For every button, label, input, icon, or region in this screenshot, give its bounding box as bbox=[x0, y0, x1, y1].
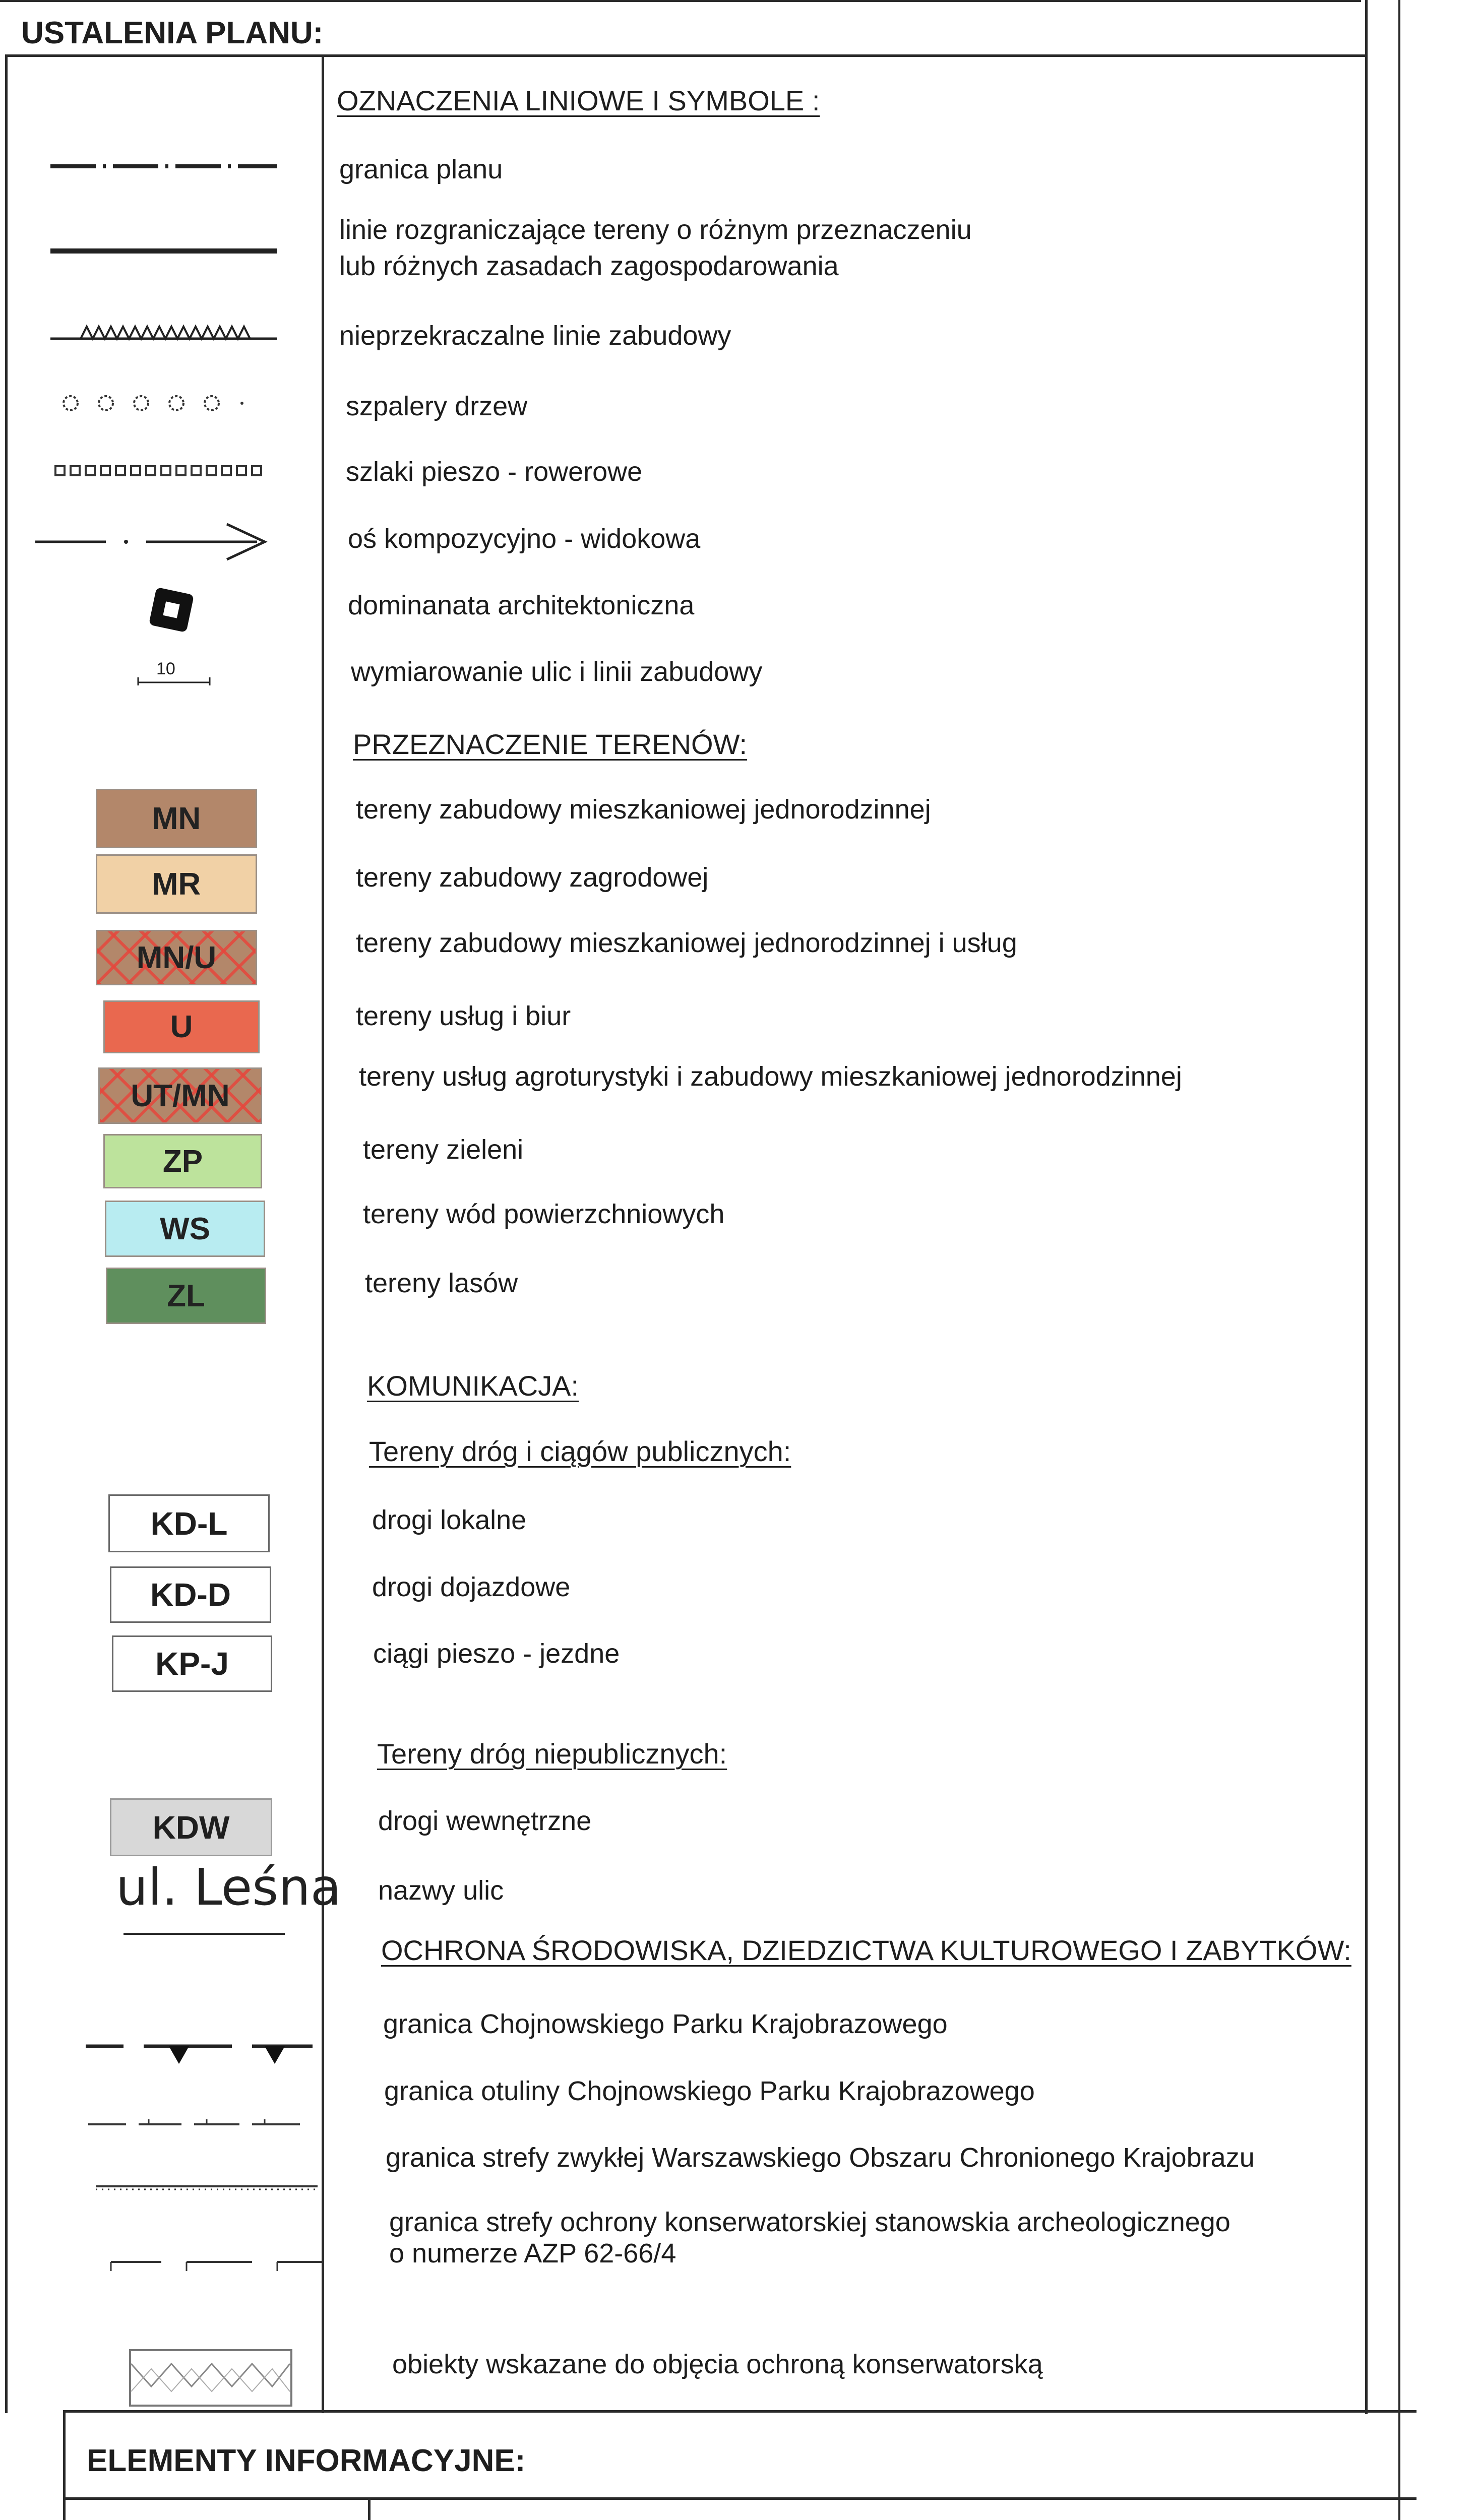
dimension-symbol-value: 10 bbox=[156, 659, 175, 678]
legend-label-ws: tereny wód powierzchniowych bbox=[363, 1199, 725, 1229]
linear-symbols-header: OZNACZENIA LINIOWE I SYMBOLE : bbox=[337, 85, 820, 116]
legend-label-plan-boundary: granica planu bbox=[339, 154, 503, 184]
legend-label-tree-row: szpalery drzew bbox=[346, 391, 528, 421]
zone-swatch-ut-mn: UT/MN bbox=[98, 1067, 262, 1124]
frame-outer-right-line bbox=[1398, 0, 1400, 2520]
road-code-kd-l: KD-L bbox=[108, 1494, 270, 1552]
park-buffer-boundary-symbol bbox=[88, 2114, 315, 2129]
frame-right-border bbox=[1365, 0, 1368, 2414]
conservation-objects-symbol bbox=[129, 2349, 295, 2409]
frame-header-divider bbox=[5, 54, 1366, 57]
communication-header: KOMUNIKACJA: bbox=[367, 1370, 579, 1402]
frame-top-line bbox=[0, 0, 1361, 2]
legend-label-u: tereny usług i biur bbox=[356, 1001, 571, 1031]
legend-label-demarcation-1: linie rozgraniczające tereny o różnym przeznaczeniu bbox=[339, 215, 972, 245]
public-roads-header: Tereny dróg i ciągów publicznych: bbox=[369, 1435, 791, 1467]
zone-swatch-mn-u: MN/U bbox=[96, 930, 257, 985]
legend-label-dimension: wymiarowanie ulic i linii zabudowy bbox=[351, 657, 763, 687]
landscape-park-boundary-symbol bbox=[86, 2036, 318, 2066]
info-section-title: ELEMENTY INFORMACYJNE: bbox=[87, 2443, 526, 2478]
view-axis-arrow-symbol bbox=[35, 519, 272, 564]
legend-label-dominant: dominanata architektoniczna bbox=[348, 590, 695, 620]
building-line-symbol bbox=[50, 323, 277, 343]
zone-swatch-zp: ZP bbox=[103, 1134, 262, 1188]
legend-label-street-names: nazwy ulic bbox=[378, 1875, 504, 1906]
legend-label-mr: tereny zabudowy zagrodowej bbox=[356, 862, 709, 893]
legend-label-kp-j: ciągi pieszo - jezdne bbox=[373, 1639, 620, 1669]
zoning-header: PRZEZNACZENIE TERENÓW: bbox=[353, 728, 748, 760]
demarcation-line-symbol bbox=[50, 246, 277, 256]
road-code-kp-j: KP-J bbox=[112, 1635, 272, 1692]
archaeological-zone-symbol bbox=[101, 2258, 333, 2278]
legend-label-protected-landscape: granica strefy zwykłej Warszawskiego Obszaru Chronionego Krajobrazu bbox=[386, 2143, 1255, 2173]
legend-label-zl: tereny lasów bbox=[365, 1268, 518, 1298]
private-roads-header: Tereny dróg niepublicznych: bbox=[377, 1738, 727, 1770]
legend-label-kd-l: drogi lokalne bbox=[372, 1505, 527, 1535]
frame-info-header-divider bbox=[63, 2497, 1417, 2500]
protected-landscape-zone-symbol bbox=[96, 2182, 318, 2192]
legend-label-archaeological-2: o numerze AZP 62-66/4 bbox=[389, 2238, 676, 2269]
bike-path-symbol bbox=[40, 464, 282, 479]
legend-label-demarcation-2: lub różnych zasadach zagospodarowania bbox=[339, 251, 839, 281]
road-code-kdw: KDW bbox=[110, 1798, 272, 1856]
legend-label-park-buffer: granica otuliny Chojnowskiego Parku Krajobrazowego bbox=[384, 2076, 1035, 2106]
plan-boundary-symbol bbox=[50, 161, 277, 171]
zone-swatch-zl: ZL bbox=[106, 1268, 266, 1324]
legend-label-conservation-objects: obiekty wskazane do objęcia ochroną konserwatorską bbox=[392, 2349, 1043, 2379]
zone-swatch-mr: MR bbox=[96, 854, 257, 914]
tree-row-symbol bbox=[60, 393, 272, 413]
frame-info-left-border bbox=[63, 2410, 66, 2520]
legend-label-archaeological-1: granica strefy ochrony konserwatorskiej stanowskia archeologicznego bbox=[389, 2207, 1230, 2237]
legend-label-bike-path: szlaki pieszo - rowerowe bbox=[346, 457, 643, 487]
legend-label-view-axis: oś kompozycyjno - widokowa bbox=[348, 524, 701, 554]
protection-header: OCHRONA ŚRODOWISKA, DZIEDZICTWA KULTUROWEGO I ZABYTKÓW: bbox=[381, 1934, 1351, 1966]
legend-label-mn-u: tereny zabudowy mieszkaniowej jednorodzinnej i usług bbox=[356, 928, 1017, 958]
frame-section-divider bbox=[63, 2410, 1417, 2413]
legend-label-ut-mn: tereny usług agroturystyki i zabudowy mieszkaniowej jednorodzinnej bbox=[359, 1061, 1182, 1092]
frame-left-border bbox=[5, 54, 8, 2413]
frame-column-divider bbox=[322, 54, 324, 2413]
main-section-title: USTALENIA PLANU: bbox=[21, 16, 324, 50]
road-code-kd-d: KD-D bbox=[110, 1566, 271, 1623]
legend-label-kdw: drogi wewnętrzne bbox=[378, 1806, 592, 1836]
legend-label-park-boundary: granica Chojnowskiego Parku Krajobrazowego bbox=[383, 2009, 948, 2039]
frame-info-column-divider bbox=[368, 2497, 371, 2520]
zone-swatch-mn: MN bbox=[96, 789, 257, 848]
legend-label-kd-d: drogi dojazdowe bbox=[372, 1572, 571, 1602]
zone-swatch-u: U bbox=[103, 1000, 260, 1053]
street-name-underline bbox=[124, 1933, 285, 1935]
dominant-landmark-symbol bbox=[146, 585, 197, 635]
legend-label-zp: tereny zieleni bbox=[363, 1135, 524, 1165]
legend-label-building-line: nieprzekraczalne linie zabudowy bbox=[339, 321, 731, 351]
street-name-example: ul. Leśna bbox=[116, 1858, 341, 1917]
legend-label-mn: tereny zabudowy mieszkaniowej jednorodzinnej bbox=[356, 794, 931, 825]
zone-swatch-ws: WS bbox=[105, 1201, 265, 1257]
